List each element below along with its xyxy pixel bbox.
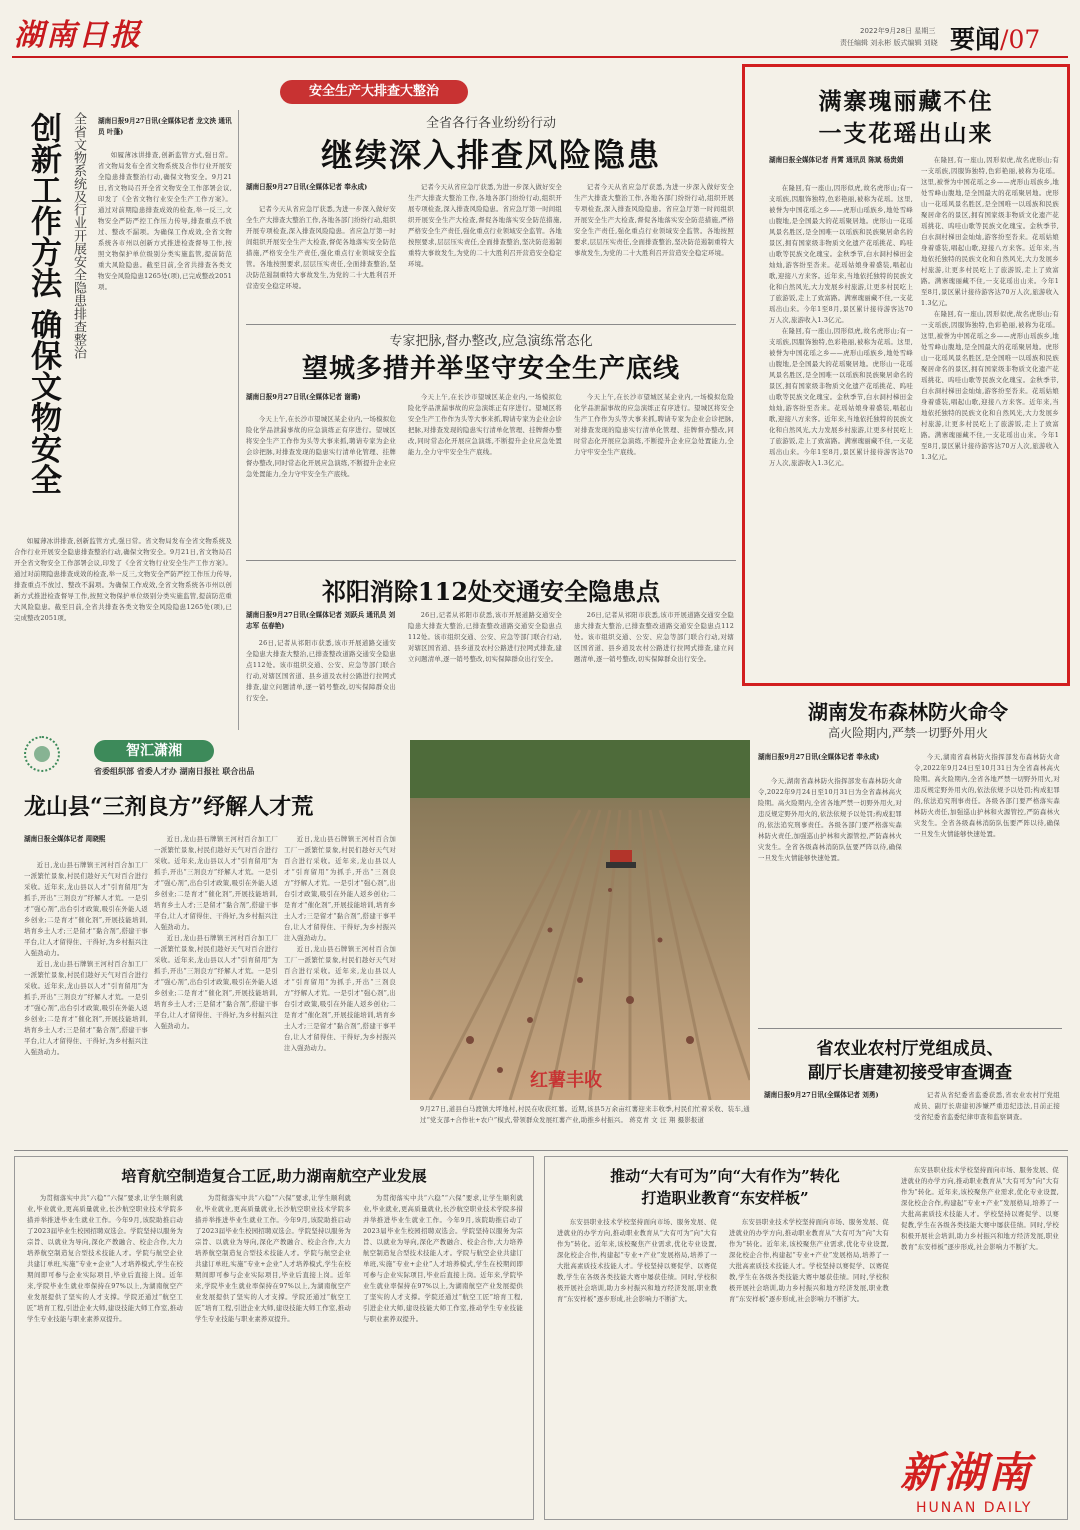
smart-column-label-box xyxy=(94,740,214,762)
article-investigate-byline: 湖南日报9月27日讯(全媒体记者 奉永成) xyxy=(246,183,368,191)
article-wangcheng-text-1: 今天上午,在长沙市望城区某企业内,一场模拟危险化学品泄漏事故的应急演练正有序进行。望城区将安全生产工作作为头等大事来抓,聘请专家为企业会诊把脉,对排查发现的隐患实行清单化管理、挂牌督办整改,同时常态化开展应急演练,不断提升企业应急处置能力,全力守牢安全生产底线。 xyxy=(246,415,396,478)
featured-article-box[interactable] xyxy=(742,64,1070,686)
editors-line: 责任编辑 刘永彬 版式编辑 刘晓 xyxy=(840,39,938,47)
article-forest-body-1 xyxy=(758,776,902,1020)
sweet-potato-photo[interactable] xyxy=(410,740,750,1100)
masthead-rule xyxy=(12,56,1068,58)
article-investigate-title: 继续深入排查风险隐患 xyxy=(320,136,661,174)
article-aviation[interactable] xyxy=(14,1156,534,1520)
article-longshan-body-1 xyxy=(24,860,148,1110)
left-article-text-cont: 如履薄冰讲排查,创新监管方式,强日常。省文物局发布全省文物系统及合作行业开展安全隐患排查整治行动,确保文物安全。9月21日,省文物局召开全省文物安全工作部署会议,印发了《全省文物行业安全生产工作方案》。通过对前期隐患排查成效的检查,举一反三,文物安全严防严控工作压力传导,排查重点不放过、整改不漏项。为确保工作成效,全省文物系统各市州以创新方式推进检查督导工作,按照文物保护单位级别分类实施监管,提前防范重大风险隐患。截至目前,全省共排查各类文物安全风险隐患1265处(项),已完成整改2051项。 xyxy=(14,537,232,622)
article-agri-official xyxy=(758,1034,1062,1146)
article-longshan-text-3: 近日,龙山县石牌镇王河村百合加工厂一派繁忙景象,村民们趁好天气对百合进行采收。近年来,龙山县以人才“引育留用”为抓手,开出“三剂良方”纾解人才荒。一是引才“强心剂”,出台引才政策,吸引在外能人返乡创业;二是育才“催化剂”,开展技能培训,培育乡土人才;三是留才“黏合剂”,搭建干事平台,让人才留得住、干得好,为乡村振兴注入强劲动力。 xyxy=(284,835,396,942)
article-forest-body-2 xyxy=(914,752,1060,1020)
featured-title-line2: 一支花瑶出山来 xyxy=(818,120,994,147)
left-article-title: 创新工作方法 确保文物安全 xyxy=(25,112,61,495)
article-wangcheng xyxy=(246,330,736,555)
article-investigate-body-1 xyxy=(246,204,396,322)
featured-text-2b: 在隆回,有一座山,因形似虎,故名虎形山;有一支瑶族,因服饰独特,色彩艳丽,被称为花瑶。这里,被誉为中国花瑶之乡——虎形山瑶族乡,地处雪峰山腹地,是全国最大的花瑶聚居地。虎形山一花瑶风景名胜区,是全国唯一以瑶族和民族聚居命名的景区,拥有国家级非物质文化遗产花瑶挑花、呜哇山歌等民族文化瑰宝。金秋季节,白水洞村梯田金灿灿,游客纷至沓来。花瑶姑娘身着盛装,唱起山歌,迎接八方来客。近年来,当地依托独特的民族文化和自然风光,大力发展乡村旅游,让更多村民吃上了旅游饭,走上了致富路。满寨瑰丽藏不住,一支花瑶出山来。今年1至8月,景区累计接待游客达70万人次,旅游收入1.3亿元。 xyxy=(921,310,1059,461)
article-forest-text-1: 今天,湖南省森林防火指挥部发布森林防火命令,2022年9月24日至10月31日为全省森林高火险期。高火险期内,全省各地严禁一切野外用火,对违反规定野外用火的,依法依规予以处罚;构成犯罪的,依法追究刑事责任。各级各部门要严格落实森林防火责任,加强巡山护林和火源管控,严防森林火灾发生。全省各级森林消防队伍要严阵以待,确保一旦发生火情能够快速处置。 xyxy=(758,777,902,862)
article-longshan-text-2: 近日,龙山县石牌镇王河村百合加工厂一派繁忙景象,村民们趁好天气对百合进行采收。近年来,龙山县以人才“引育留用”为抓手,开出“三剂良方”纾解人才荒。一是引才“强心剂”,出台引才政策,吸引在外能人返乡创业;二是育才“催化剂”,开展技能培训,培育乡土人才;三是留才“黏合剂”,搭建干事平台,让人才留得住、干得好,为乡村振兴注入强劲动力。 xyxy=(154,835,278,931)
section-label: 要闻 xyxy=(950,25,1001,54)
article-aviation-body-1 xyxy=(27,1193,183,1513)
featured-title-line1: 满寨瑰丽藏不住 xyxy=(818,88,994,115)
section-divider xyxy=(758,1028,1062,1029)
featured-body-1 xyxy=(769,183,913,677)
article-vocational-text-3: 东安县职业技术学校坚持面向市场、服务发展、促进就业的办学方向,推动职业教育从“大有可为”向“大有作为”转化。近年来,该校聚焦产业需求,优化专业设置,深化校企合作,构建起“专业+产业”发展格局,培养了一大批高素质技术技能人才。学校坚持以赛促学、以赛促教,学生在各级各类技能大赛中屡获佳绩。同时,学校积极开展社会培训,助力乡村振兴和地方经济发展,职业教育“东安样板”逐步形成,社会影响力不断扩大。 xyxy=(901,1166,1059,1251)
newspaper-logo[interactable]: 湖南日报 xyxy=(14,18,142,53)
photo-caption-text: 9月27日,道县白马渡镇大坪地村,村民在收获红薯。近期,该县5万余亩红薯迎来丰收季,村民们忙着采收、装车,通过“党支部+合作社+农户”模式,带领群众发展红薯产业,助推乡村振兴。 蒋克青 文 汪 翔 摄影报道 xyxy=(420,1105,750,1124)
article-investigate-text-3: 记者今天从省应急厅获悉,为进一步深入做好安全生产大排查大整治工作,各地各部门纷纷行动,组织开展专项检查,深入排查风险隐患。省应急厅第一时间组织开展安全生产大检查,督促各地落实安全防范措施,严格安全生产责任,强化重点行业领域安全监管。各地按照要求,层层压实责任,全面排查整治,坚决防范遏制重特大事故发生,为党的二十大胜利召开营造安全稳定环境。 xyxy=(574,183,734,257)
smart-column-emblem xyxy=(24,736,60,772)
article-wangcheng-byline: 湖南日报9月27日讯(全媒体记者 谢璐) xyxy=(246,393,361,401)
article-forest-title: 湖南发布森林防火命令 xyxy=(808,700,1008,724)
masthead xyxy=(0,0,1080,62)
article-vocational-body-1 xyxy=(557,1217,717,1513)
article-vocational-title-line2: 打造职业教育“东安样板” xyxy=(641,1189,809,1207)
article-aviation-title: 培育航空制造复合工匠,助力湖南航空产业发展 xyxy=(121,1167,427,1185)
topic-banner xyxy=(280,80,468,104)
article-investigate-text-1: 记者今天从省应急厅获悉,为进一步深入做好安全生产大排查大整治工作,各地各部门纷纷行动,组织开展专项检查,深入排查风险隐患。省应急厅第一时间组织开展安全生产大检查,督促各地落实安全防范措施,严格安全生产责任,强化重点行业领域安全监管。各地按照要求,层层压实责任,全面排查整治,坚决防范遏制重特大事故发生,为党的二十大胜利召开营造安全稳定环境。 xyxy=(246,205,396,290)
smart-column-emblem-core xyxy=(34,746,50,762)
bottom-divider xyxy=(14,1150,1068,1151)
article-qiyang-byline: 湖南日报9月27日讯(全媒体记者 刘跃兵 通讯员 刘志军 伍春艳) xyxy=(246,611,396,630)
article-vocational-title-line1: 推动“大有可为”向“大有作为”转化 xyxy=(610,1167,840,1185)
smart-column-header xyxy=(14,734,404,780)
article-wangcheng-body-3 xyxy=(574,392,734,554)
article-agri-title-line1: 省农业农村厅党组成员、 xyxy=(816,1039,1004,1059)
article-aviation-text-2: 为贯彻落实中共“六稳”“六保”要求,让学生顺利就业,毕业就业,更高质量就业,长沙航空职业技术学院多措并举推进毕业生就业工作。今年9月,该院助推启动了2023届毕业生校园招聘双选会。学院坚持以服务为宗旨、以就业为导向,深化产教融合、校企合作,大力培养航空制造复合型技术技能人才。学院与航空企业共建订单班,实施“专业+企业”人才培养模式,学生在校期间即可参与企业实际项目,毕业后直接上岗。近年来,学院毕业生就业率保持在97%以上,为湖南航空产业发展提供了坚实的人才支撑。学院还通过“航空工匠”培育工程,引进企业大师,建设技能大师工作室,推动学生专业技能与职业素养双提升。 xyxy=(195,1194,351,1323)
article-wangcheng-title: 望城多措并举坚守安全生产底线 xyxy=(301,354,680,384)
article-longshan-text-3b: 近日,龙山县石牌镇王河村百合加工厂一派繁忙景象,村民们趁好天气对百合进行采收。近年来,龙山县以人才“引育留用”为抓手,开出“三剂良方”纾解人才荒。一是引才“强心剂”,出台引才政策,吸引在外能人返乡创业;二是育才“催化剂”,开展技能培训,培育乡土人才;三是留才“黏合剂”,搭建干事平台,让人才留得住、干得好,为乡村振兴注入强劲动力。 xyxy=(284,945,396,1052)
watermark-english: HUNAN DAILY xyxy=(916,1500,1033,1516)
article-qiyang-text-1: 26日,记者从祁阳市获悉,该市开展道路交通安全隐患大排查大整治,已排查整改道路交通安全隐患点112处。该市组织交通、公安、应急等部门联合行动,对辖区国省道、县乡道及农村公路进行拉网式排查,建立问题清单,逐一销号整改,切实保障群众出行安全。 xyxy=(246,639,396,702)
article-longshan xyxy=(14,790,394,1110)
article-qiyang-text-2: 26日,记者从祁阳市获悉,该市开展道路交通安全隐患大排查大整治,已排查整改道路交通安全隐患点112处。该市组织交通、公安、应急等部门联合行动,对辖区国省道、县乡道及农村公路进行拉网式排查,建立问题清单,逐一销号整改,切实保障群众出行安全。 xyxy=(408,611,562,663)
article-longshan-byline: 湖南日报全媒体记者 周晓熙 xyxy=(24,835,106,843)
featured-body-2 xyxy=(921,155,1059,677)
article-wangcheng-text-3: 今天上午,在长沙市望城区某企业内,一场模拟危险化学品泄漏事故的应急演练正有序进行。望城区将安全生产工作作为头等大事来抓,聘请专家为企业会诊把脉,对排查发现的隐患实行清单化管理、挂牌督办整改,同时常态化开展应急演练,不断提升企业应急处置能力,全力守牢安全生产底线。 xyxy=(574,393,734,456)
article-forest-fire xyxy=(758,696,1070,1022)
article-qiyang xyxy=(246,566,736,732)
article-longshan-text-1: 近日,龙山县石牌镇王河村百合加工厂一派繁忙景象,村民们趁好天气对百合进行采收。近年来,龙山县以人才“引育留用”为抓手,开出“三剂良方”纾解人才荒。一是引才“强心剂”,出台引才政策,吸引在外能人返乡创业;二是育才“催化剂”,开展技能培训,培育乡土人才;三是留才“黏合剂”,搭建干事平台,让人才留得住、干得好,为乡村振兴注入强劲动力。 xyxy=(24,861,148,957)
article-longshan-title: 龙山县“三剂良方”纾解人才荒 xyxy=(24,794,314,820)
article-investigate-kicker: 全省各行各业纷纷行动 xyxy=(425,116,556,131)
harvest-field-image xyxy=(410,740,750,1100)
left-article-byline: 湖南日报9月27日讯(全媒体记者 龙文泱 通讯员 叶蓬) xyxy=(98,117,232,136)
article-agri-text: 记者从省纪委省监委获悉,省农业农村厅党组成员、副厅长唐建初涉嫌严重违纪违法,目前正接受省纪委省监委纪律审查和监察调查。 xyxy=(914,1091,1060,1121)
article-qiyang-text-3: 26日,记者从祁阳市获悉,该市开展道路交通安全隐患大排查大整治,已排查整改道路交通安全隐患点112处。该市组织交通、公安、应急等部门联合行动,对辖区国省道、县乡道及农村公路进行拉网式排查,建立问题清单,逐一销号整改,切实保障群众出行安全。 xyxy=(574,611,734,663)
article-qiyang-body-2 xyxy=(408,610,562,732)
watermark-logo: 新湖南 xyxy=(900,1448,1033,1497)
article-wangcheng-kicker: 专家把脉,督办整改,应急演练常态化 xyxy=(389,334,593,349)
left-article-subtitle: 全省文物系统及行业开展安全隐患排查整治 xyxy=(71,112,86,359)
section-divider xyxy=(246,324,736,325)
article-longshan-body-3 xyxy=(284,834,396,1110)
article-investigate-body-3 xyxy=(574,182,734,322)
featured-text-2: 在隆回,有一座山,因形似虎,故名虎形山;有一支瑶族,因服饰独特,色彩艳丽,被称为花瑶。这里,被誉为中国花瑶之乡——虎形山瑶族乡,地处雪峰山腹地,是全国最大的花瑶聚居地。虎形山一花瑶风景名胜区,是全国唯一以瑶族和民族聚居命名的景区,拥有国家级非物质文化遗产花瑶挑花、呜哇山歌等民族文化瑰宝。金秋季节,白水洞村梯田金灿灿,游客纷至沓来。花瑶姑娘身着盛装,唱起山歌,迎接八方来客。近年来,当地依托独特的民族文化和自然风光,大力发展乡村旅游,让更多村民吃上了旅游饭,走上了致富路。满寨瑰丽藏不住,一支花瑶出山来。今年1至8月,景区累计接待游客达70万人次,旅游收入1.3亿元。 xyxy=(921,156,1059,307)
article-vocational-text-2: 东安县职业技术学校坚持面向市场、服务发展、促进就业的办学方向,推动职业教育从“大有可为”向“大有作为”转化。近年来,该校聚焦产业需求,优化专业设置,深化校企合作,构建起“专业+产业”发展格局,培养了一大批高素质技术技能人才。学校坚持以赛促学、以赛促教,学生在各级各类技能大赛中屡获佳绩。同时,学校积极开展社会培训,助力乡村振兴和地方经济发展,职业教育“东安样板”逐步形成,社会影响力不断扩大。 xyxy=(729,1218,889,1303)
article-investigate xyxy=(246,112,736,322)
article-vocational-text-1: 东安县职业技术学校坚持面向市场、服务发展、促进就业的办学方向,推动职业教育从“大有可为”向“大有作为”转化。近年来,该校聚焦产业需求,优化专业设置,深化校企合作,构建起“专业+产业”发展格局,培养了一大批高素质技术技能人才。学校坚持以赛促学、以赛促教,学生在各级各类技能大赛中屡获佳绩。同时,学校积极开展社会培训,助力乡村振兴和地方经济发展,职业教育“东安样板”逐步形成,社会影响力不断扩大。 xyxy=(557,1218,717,1303)
article-aviation-body-2 xyxy=(195,1193,351,1513)
article-longshan-text-1b: 近日,龙山县石牌镇王河村百合加工厂一派繁忙景象,村民们趁好天气对百合进行采收。近年来,龙山县以人才“引育留用”为抓手,开出“三剂良方”纾解人才荒。一是引才“强心剂”,出台引才政策,吸引在外能人返乡创业;二是育才“催化剂”,开展技能培训,培育乡土人才;三是留才“黏合剂”,搭建干事平台,让人才留得住、干得好,为乡村振兴注入强劲动力。 xyxy=(24,960,148,1056)
date-line: 2022年9月28日 星期三 xyxy=(860,27,936,35)
article-longshan-body-2 xyxy=(154,834,278,1110)
left-article xyxy=(14,110,232,730)
article-qiyang-body-3 xyxy=(574,610,734,732)
featured-text-1: 在隆回,有一座山,因形似虎,故名虎形山;有一支瑶族,因服饰独特,色彩艳丽,被称为花瑶。这里,被誉为中国花瑶之乡——虎形山瑶族乡,地处雪峰山腹地,是全国最大的花瑶聚居地。虎形山一花瑶风景名胜区,是全国唯一以瑶族和民族聚居命名的景区,拥有国家级非物质文化遗产花瑶挑花、呜哇山歌等民族文化瑰宝。金秋季节,白水洞村梯田金灿灿,游客纷至沓来。花瑶姑娘身着盛装,唱起山歌,迎接八方来客。近年来,当地依托独特的民族文化和自然风光,大力发展乡村旅游,让更多村民吃上了旅游饭,走上了致富路。满寨瑰丽藏不住,一支花瑶出山来。今年1至8月,景区累计接待游客达70万人次,旅游收入1.3亿元。 xyxy=(769,184,913,324)
featured-text-1b: 在隆回,有一座山,因形似虎,故名虎形山;有一支瑶族,因服饰独特,色彩艳丽,被称为花瑶。这里,被誉为中国花瑶之乡——虎形山瑶族乡,地处雪峰山腹地,是全国最大的花瑶聚居地。虎形山一花瑶风景名胜区,是全国唯一以瑶族和民族聚居命名的景区,拥有国家级非物质文化遗产花瑶挑花、呜哇山歌等民族文化瑰宝。金秋季节,白水洞村梯田金灿灿,游客纷至沓来。花瑶姑娘身着盛装,唱起山歌,迎接八方来客。近年来,当地依托独特的民族文化和自然风光,大力发展乡村旅游,让更多村民吃上了旅游饭,走上了致富路。满寨瑰丽藏不住,一支花瑶出山来。今年1至8月,景区累计接待游客达70万人次,旅游收入1.3亿元。 xyxy=(769,327,913,467)
left-article-body-cont xyxy=(14,536,232,726)
left-article-text: 如履薄冰讲排查,创新监管方式,强日常。省文物局发布全省文物系统及合作行业开展安全隐患排查整治行动,确保文物安全。9月21日,省文物局召开全省文物安全工作部署会议,印发了《全省文物行业安全生产工作方案》。通过对前期隐患排查成效的检查,举一反三,文物安全严防严控工作压力传导,排查重点不放过、整改不漏项。为确保工作成效,全省文物系统各市州以创新方式推进检查督导工作,按照文物保护单位级别分类实施监管,提前防范重大风险隐患。截至目前,全省共排查各类文物安全风险隐患1265处(项),已完成整改2051项。 xyxy=(98,151,232,291)
article-investigate-text-2: 记者今天从省应急厅获悉,为进一步深入做好安全生产大排查大整治工作,各地各部门纷纷行动,组织开展专项检查,深入排查风险隐患。省应急厅第一时间组织开展安全生产大检查,督促各地落实安全防范措施,严格安全生产责任,强化重点行业领域安全监管。各地按照要求,层层压实责任,全面排查整治,坚决防范遏制重特大事故发生,为党的二十大胜利召开营造安全稳定环境。 xyxy=(408,183,562,268)
article-qiyang-title: 祁阳消除112处交通安全隐患点 xyxy=(321,577,661,606)
article-aviation-text-3: 为贯彻落实中共“六稳”“六保”要求,让学生顺利就业,毕业就业,更高质量就业,长沙航空职业技术学院多措并举推进毕业生就业工作。今年9月,该院助推启动了2023届毕业生校园招聘双选会。学院坚持以服务为宗旨、以就业为导向,深化产教融合、校企合作,大力培养航空制造复合型技术技能人才。学院与航空企业共建订单班,实施“专业+企业”人才培养模式,学生在校期间即可参与企业实际项目,毕业后直接上岗。近年来,学院毕业生就业率保持在97%以上,为湖南航空产业发展提供了坚实的人才支撑。学院还通过“航空工匠”培育工程,引进企业大师,建设技能大师工作室,推动学生专业技能与职业素养双提升。 xyxy=(363,1194,523,1323)
smart-column-label: 智汇潇湘 xyxy=(126,743,182,759)
article-aviation-text-1: 为贯彻落实中共“六稳”“六保”要求,让学生顺利就业,毕业就业,更高质量就业,长沙航空职业技术学院多措并举推进毕业生就业工作。今年9月,该院助推启动了2023届毕业生校园招聘双选会。学院坚持以服务为宗旨、以就业为导向,深化产教融合、校企合作,大力培养航空制造复合型技术技能人才。学院与航空企业共建订单班,实施“专业+企业”人才培养模式,学生在校期间即可参与企业实际项目,毕业后直接上岗。近年来,学院毕业生就业率保持在97%以上,为湖南航空产业发展提供了坚实的人才支撑。学院还通过“航空工匠”培育工程,引进企业大师,建设技能大师工作室,推动学生专业技能与职业素养双提升。 xyxy=(27,1194,183,1323)
article-longshan-text-2b: 近日,龙山县石牌镇王河村百合加工厂一派繁忙景象,村民们趁好天气对百合进行采收。近年来,龙山县以人才“引育留用”为抓手,开出“三剂良方”纾解人才荒。一是引才“强心剂”,出台引才政策,吸引在外能人返乡创业;二是育才“催化剂”,开展技能培训,培育乡土人才;三是留才“黏合剂”,搭建干事平台,让人才留得住、干得好,为乡村振兴注入强劲动力。 xyxy=(154,934,278,1030)
photo-title: 红薯丰收 xyxy=(530,1070,602,1091)
article-qiyang-body-1 xyxy=(246,638,396,732)
article-forest-text-2: 今天,湖南省森林防火指挥部发布森林防火命令,2022年9月24日至10月31日为全省森林高火险期。高火险期内,全省各地严禁一切野外用火,对违反规定野外用火的,依法依规予以处罚;构成犯罪的,依法追究刑事责任。各级各部门要严格落实森林防火责任,加强巡山护林和火源管控,严防森林火灾发生。全省各级森林消防队伍要严阵以待,确保一旦发生火情能够快速处置。 xyxy=(914,753,1060,838)
article-agri-byline: 湖南日报9月27日讯(全媒体记者 刘勇) xyxy=(764,1091,879,1099)
featured-byline: 湖南日报全媒体记者 肖霄 通讯员 陈斌 杨贵娟 xyxy=(769,156,904,164)
section-divider xyxy=(246,560,736,561)
article-investigate-body-2 xyxy=(408,182,562,322)
left-article-body xyxy=(98,150,232,530)
article-vocational-body-3 xyxy=(901,1165,1059,1425)
article-wangcheng-body-2 xyxy=(408,392,562,554)
article-forest-subtitle: 高火险期内,严禁一切野外用火 xyxy=(828,726,988,740)
col-divider xyxy=(238,110,239,730)
article-wangcheng-text-2: 今天上午,在长沙市望城区某企业内,一场模拟危险化学品泄漏事故的应急演练正有序进行。望城区将安全生产工作作为头等大事来抓,聘请专家为企业会诊把脉,对排查发现的隐患实行清单化管理、挂牌督办整改,同时常态化开展应急演练,不断提升企业应急处置能力,全力守牢安全生产底线。 xyxy=(408,393,562,456)
article-agri-body xyxy=(914,1090,1060,1146)
section-title xyxy=(950,20,1040,56)
article-wangcheng-body-1 xyxy=(246,414,396,554)
topic-banner-label: 安全生产大排查大整治 xyxy=(308,84,439,99)
article-agri-title-line2: 副厅长唐建初接受审查调查 xyxy=(808,1063,1012,1083)
photo-caption xyxy=(420,1104,750,1140)
article-forest-byline: 湖南日报9月27日讯(全媒体记者 奉永成) xyxy=(758,753,880,761)
page-number: /07 xyxy=(1000,25,1041,54)
article-vocational-body-2 xyxy=(729,1217,889,1513)
smart-column-sponsors: 省委组织部 省委人才办 湖南日报社 联合出品 xyxy=(94,767,255,776)
article-aviation-body-3 xyxy=(363,1193,523,1513)
